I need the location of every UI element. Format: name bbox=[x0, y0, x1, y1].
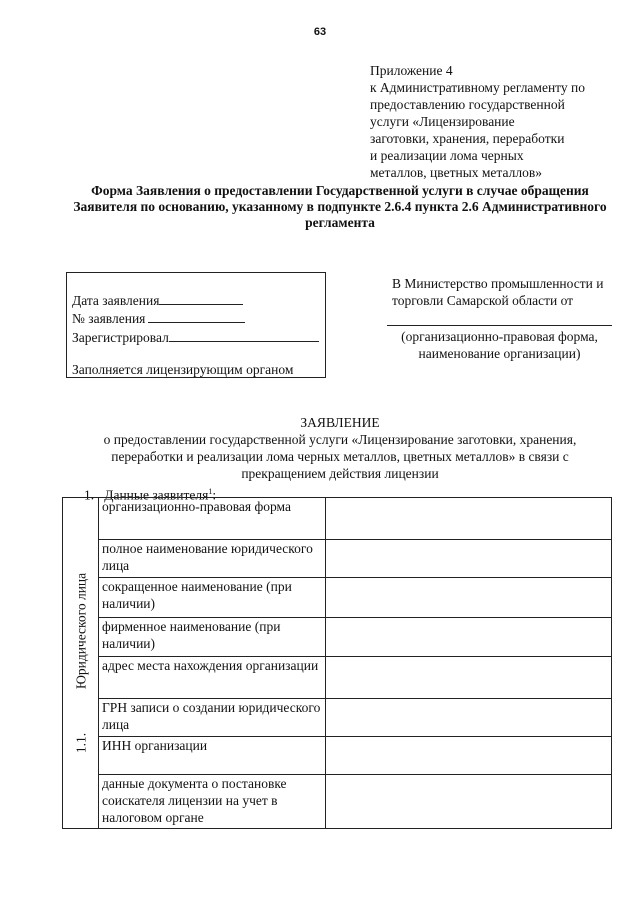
page-number: 63 bbox=[313, 26, 327, 38]
appendix-line: заготовки, хранения, переработки bbox=[370, 131, 565, 146]
appendix-line: предоставлению государственной bbox=[370, 97, 565, 112]
registration-note: Заполняется лицензирующим органом bbox=[72, 362, 294, 377]
table-row bbox=[63, 618, 612, 657]
row-value[interactable] bbox=[326, 578, 612, 618]
row-value[interactable] bbox=[326, 699, 612, 737]
appendix-line: услуги «Лицензирование bbox=[370, 114, 515, 129]
application-line: о предоставлении государственной услуги «Лицензирование заготовки, хранения, bbox=[103, 432, 577, 447]
addressee bbox=[392, 275, 622, 309]
row-value[interactable] bbox=[326, 618, 612, 657]
number-field[interactable] bbox=[72, 309, 245, 327]
appendix-line: металлов, цветных металлов» bbox=[370, 165, 542, 180]
row-label: адрес места нахождения организации bbox=[99, 657, 326, 699]
row-value[interactable] bbox=[326, 737, 612, 775]
addressee-input-line[interactable] bbox=[387, 325, 612, 326]
registered-label: Зарегистрировал bbox=[72, 330, 169, 345]
form-title-line: Заявителя по основанию, указанному в подпункте 2.6.4 пункта 2.6 Административного bbox=[73, 199, 607, 214]
date-field[interactable] bbox=[72, 291, 243, 309]
row-group-cell bbox=[63, 498, 99, 829]
section-number: 1. bbox=[84, 487, 95, 503]
number-label: № заявления bbox=[72, 311, 146, 326]
row-group-caption bbox=[72, 573, 89, 753]
row-value[interactable] bbox=[326, 498, 612, 540]
applicant-data-table bbox=[62, 497, 612, 829]
row-label: данные документа о постановке соискателя лицензии на учет в налоговом органе bbox=[99, 775, 326, 829]
date-label: Дата заявления bbox=[72, 293, 160, 308]
table-row bbox=[63, 737, 612, 775]
row-label: организационно-правовая форма bbox=[99, 498, 326, 540]
application-heading: ЗАЯВЛЕНИЕ bbox=[300, 415, 380, 430]
section-label: Данные заявителя bbox=[104, 487, 209, 503]
row-group-number: 1.1. bbox=[73, 732, 88, 754]
table-row bbox=[63, 699, 612, 737]
appendix-line: и реализации лома черных bbox=[370, 148, 524, 163]
row-label: ГРН записи о создании юридического лица bbox=[99, 699, 326, 737]
footnote-marker: 1 bbox=[208, 487, 213, 496]
addressee-note-line: наименование организации) bbox=[418, 346, 581, 361]
addressee-line: торговли Самарской области от bbox=[392, 293, 574, 308]
form-title bbox=[60, 183, 620, 231]
table-row bbox=[63, 775, 612, 829]
appendix-header bbox=[370, 62, 600, 181]
row-value[interactable] bbox=[326, 657, 612, 699]
application-line: переработки и реализации лома черных металлов, цветных металлов» в связи с bbox=[111, 449, 569, 464]
number-input-line[interactable] bbox=[148, 309, 245, 323]
appendix-line: к Административному регламенту по bbox=[370, 80, 586, 95]
row-label: сокращенное наименование (при наличии) bbox=[99, 578, 326, 618]
registration-box bbox=[66, 272, 326, 378]
table-row bbox=[63, 540, 612, 578]
row-label: ИНН организации bbox=[99, 737, 326, 775]
section-colon: : bbox=[212, 487, 217, 503]
addressee-note-line: (организационно-правовая форма, bbox=[401, 329, 598, 344]
form-title-line: регламента bbox=[305, 215, 375, 230]
date-input-line[interactable] bbox=[159, 291, 243, 305]
table-row bbox=[63, 498, 612, 540]
form-title-line: Форма Заявления о предоставлении Государственной услуги в случае обращения bbox=[91, 183, 589, 198]
row-label: фирменное наименование (при наличии) bbox=[99, 618, 326, 657]
application-title bbox=[60, 414, 620, 482]
row-value[interactable] bbox=[326, 775, 612, 829]
table-row bbox=[63, 657, 612, 699]
row-group-label: Юридического лица bbox=[73, 572, 88, 690]
appendix-line: Приложение 4 bbox=[370, 63, 453, 78]
registered-field[interactable] bbox=[72, 328, 319, 346]
addressee-note bbox=[387, 328, 612, 362]
table-row bbox=[63, 578, 612, 618]
registered-input-line[interactable] bbox=[169, 328, 319, 342]
addressee-line: В Министерство промышленности и bbox=[392, 276, 604, 291]
row-value[interactable] bbox=[326, 540, 612, 578]
row-label: полное наименование юридического лица bbox=[99, 540, 326, 578]
application-line: прекращением действия лицензии bbox=[241, 466, 439, 481]
